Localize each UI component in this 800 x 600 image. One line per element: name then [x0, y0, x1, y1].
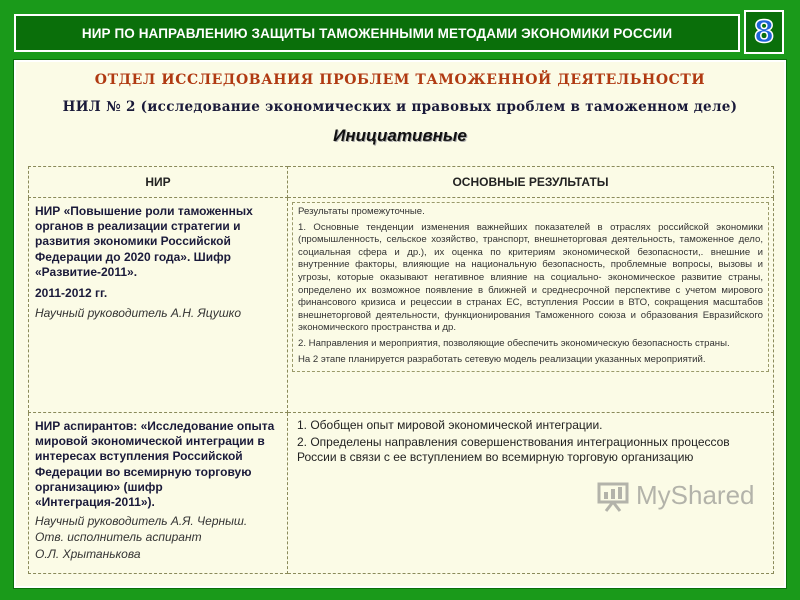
department-title: ОТДЕЛ ИССЛЕДОВАНИЯ ПРОБЛЕМ ТАМОЖЕННОЙ ДЕЯТЕЛЬНОСТИ [94, 72, 706, 88]
header-bar [14, 14, 740, 52]
executor-name: О.Л. Хрытанькова [35, 547, 141, 562]
result-text: 2. Определены направления совершенствования интеграционных процессов России в связи с ее вступлением во всемирную торговую организацию [297, 435, 730, 464]
column-header-results: ОСНОВНЫЕ РЕЗУЛЬТАТЫ [288, 167, 774, 198]
results-box [292, 202, 769, 372]
project-lead: Научный руководитель А.Н. Яцушко [35, 306, 242, 321]
watermark [596, 478, 755, 512]
slide-number: 8 [753, 14, 775, 50]
result-text: 1. Основные тенденции изменения важнейших показателей в отраслях российской экономики (промышленность, сельское хозяйство, транспорт, внешнеторговая деятельность, таможенное дело, социальная сфера и др.), их оценка по критериям экономической безопасности,. внешние и внутренние факторы, влияющие на национальную безопасность, проблемные вопросы, вызовы и угрозы, которые оказывают негативное влияние на социально- экономическое развитие страны, определено их возможное появление в ближней и среднесрочной перспективе с учетом мирового финансового кризиса и рецессии в странах ЕС, вступления России в ВТО, сокращения масштабов внешнеторговой деятельности, функционирования Таможенного союза и образования Евразийского экономического пространства и др. [298, 221, 763, 334]
page-title: НИР ПО НАПРАВЛЕНИЮ ЗАЩИТЫ ТАМОЖЕННЫМИ МЕТОДАМИ ЭКОНОМИКИ РОССИИ [81, 25, 673, 41]
result-text: 2. Направления и мероприятия, позволяющие обеспечить экономическую безопасность страны. [298, 337, 730, 349]
lab-title: НИЛ № 2 (исследование экономических и правовых проблем в таможенном деле) [62, 99, 738, 115]
project-title: НИР «Повышение роли таможенных органов в реализации стратегии и развития экономики Российской Федерации до 2020 года». Шифр «Развитие-2011». [35, 204, 253, 279]
table-header-row [29, 167, 774, 198]
column-header-nir: НИР [29, 167, 288, 198]
results-cell [288, 198, 774, 413]
slide-number-badge [744, 10, 784, 54]
project-title: НИР аспирантов: «Исследование опыта мировой экономической интеграции в интересах вступления Российской Федерации во всемирную торговую организацию» (шифр «Интеграция-2011»). [35, 419, 275, 510]
presentation-board-icon [596, 478, 630, 512]
project-cell [29, 198, 288, 413]
watermark-text: MyShared [636, 479, 755, 510]
project-years: 2011-2012 гг. [35, 286, 108, 301]
result-text: Результаты промежуточные. [298, 206, 425, 217]
category-title: Инициативные [333, 126, 467, 145]
result-text: На 2 этапе планируется разработать сетевую модель реализации указанных мероприятий. [298, 353, 706, 365]
table-row [29, 198, 774, 413]
results-box [292, 417, 769, 468]
result-text: 1. Обобщен опыт мировой экономической интеграции. [297, 418, 603, 432]
project-lead: Научный руководитель А.Я. Черныш. [35, 514, 248, 529]
results-table [28, 166, 774, 574]
project-cell [29, 413, 288, 574]
executor-role: Отв. исполнитель аспирант [35, 529, 202, 544]
